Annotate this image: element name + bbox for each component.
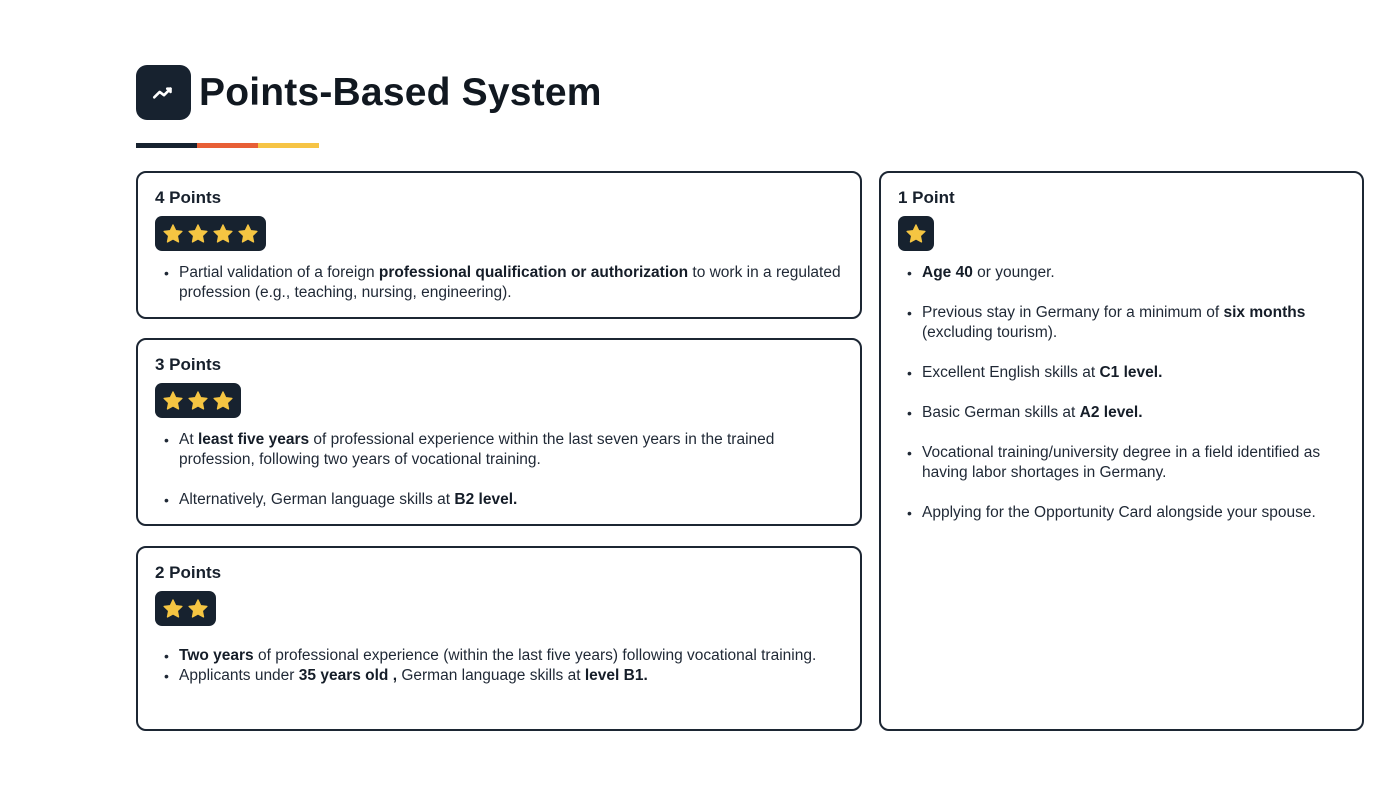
- item-text: Excellent English skills at: [922, 364, 1100, 381]
- item-text: Previous stay in Germany for a minimum of: [922, 304, 1224, 321]
- item-emphasis: Two years: [179, 647, 254, 664]
- page-title: Points-Based System: [199, 70, 602, 114]
- item-text: Applicants under: [179, 667, 299, 684]
- star-icon: [187, 598, 209, 620]
- card-title: 4 Points: [155, 188, 222, 207]
- list-item: [155, 490, 843, 510]
- item-emphasis: six months: [1223, 304, 1306, 321]
- list-item: [155, 646, 843, 666]
- list-item: [155, 430, 843, 470]
- criteria-list: [155, 263, 843, 303]
- item-text: of professional experience (within the last five years) following vocational training.: [253, 647, 817, 664]
- list-item: [898, 503, 1345, 523]
- item-emphasis: professional qualification or authorization: [378, 264, 689, 281]
- list-item: [898, 363, 1345, 383]
- item-emphasis: Age 40: [922, 264, 973, 281]
- list-item: [898, 403, 1345, 423]
- star-icon: [162, 598, 184, 620]
- item-text: to work in a regulated profession (e.g., teaching, nursing, engineering).: [179, 264, 841, 301]
- star-rating: [155, 383, 241, 418]
- divider-navy: [136, 143, 197, 148]
- star-icon: [212, 223, 234, 245]
- card-title: 3 Points: [155, 355, 222, 374]
- divider-orange: [197, 143, 258, 148]
- item-text: Basic German skills at: [922, 404, 1080, 421]
- card-title: 1 Point: [898, 188, 955, 207]
- tricolor-divider: [136, 143, 319, 148]
- item-emphasis: B2 level.: [454, 491, 518, 508]
- item-text: Partial validation of a foreign: [179, 264, 379, 281]
- criteria-list: [155, 430, 843, 510]
- item-emphasis: 35 years old ,: [298, 667, 398, 684]
- star-icon: [187, 390, 209, 412]
- list-item: [898, 303, 1345, 343]
- criteria-list: [898, 263, 1345, 523]
- item-text: (excluding tourism).: [922, 324, 1058, 341]
- card-1-point: [879, 171, 1364, 731]
- page-header: [136, 65, 602, 120]
- item-text: Alternatively, German language skills at: [179, 491, 455, 508]
- star-icon: [162, 390, 184, 412]
- item-emphasis: level B1.: [584, 667, 648, 684]
- item-emphasis: C1 level.: [1099, 364, 1163, 381]
- list-item: [898, 263, 1345, 283]
- star-icon: [237, 223, 259, 245]
- list-item: [155, 263, 843, 303]
- card-2-points: [136, 546, 862, 731]
- item-text: At: [179, 431, 198, 448]
- item-text: German language skills at: [397, 667, 585, 684]
- star-icon: [212, 390, 234, 412]
- item-emphasis: A2 level.: [1079, 404, 1143, 421]
- list-item: [155, 666, 843, 686]
- card-title: 2 Points: [155, 563, 222, 582]
- star-rating: [155, 216, 266, 251]
- star-icon: [162, 223, 184, 245]
- item-text: Applying for the Opportunity Card alongside your spouse.: [922, 504, 1316, 521]
- trending-line-icon: [136, 65, 191, 120]
- item-text: of professional experience within the last seven years in the trained profession, following two years of vocational training.: [179, 431, 775, 468]
- card-4-points: [136, 171, 862, 319]
- item-emphasis: least five years: [197, 431, 310, 448]
- item-text: or younger.: [972, 264, 1055, 281]
- item-text: Vocational training/university degree in a field identified as having labor shortages in Germany.: [922, 444, 1321, 481]
- star-icon: [187, 223, 209, 245]
- divider-yellow: [258, 143, 319, 148]
- star-rating: [898, 216, 934, 251]
- star-icon: [905, 223, 927, 245]
- card-3-points: [136, 338, 862, 526]
- star-rating: [155, 591, 216, 626]
- list-item: [898, 443, 1345, 483]
- criteria-list: [155, 646, 843, 686]
